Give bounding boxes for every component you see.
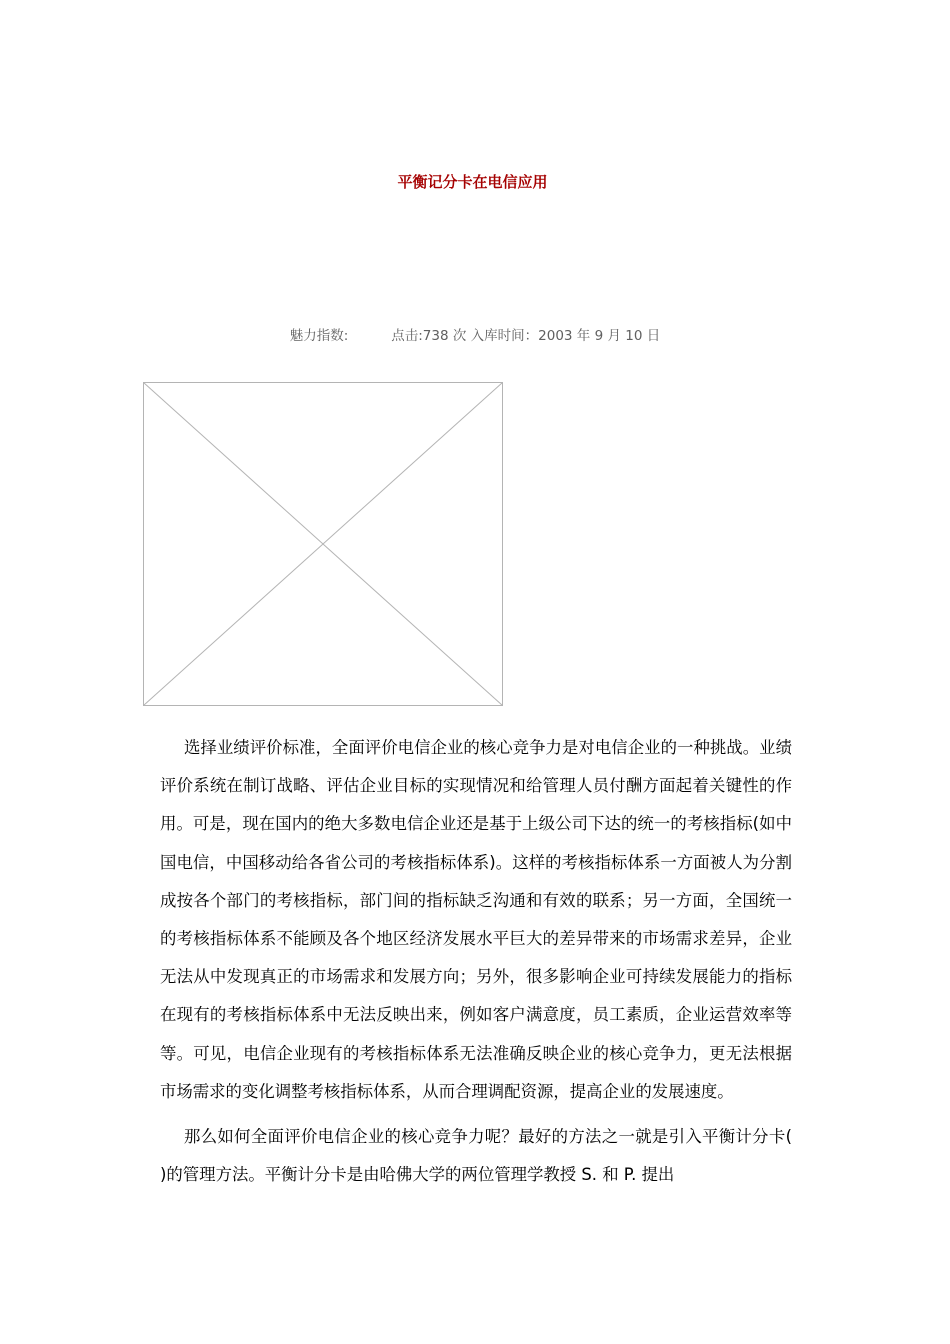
publish-date: 入库时间：2003 年 9 月 10 日	[470, 328, 661, 344]
broken-image-placeholder	[143, 382, 503, 706]
article-meta	[0, 327, 950, 345]
body-paragraph: 选择业绩评价标准，全面评价电信企业的核心竞争力是对电信企业的一种挑战。业绩评价系统在制订战略、评估企业目标的实现情况和给管理人员付酬方面起着关键性的作用。可是，现在国内的绝大多数电信企业还是基于上级公司下达的统一的考核指标(如中国电信，中国移动给各省公司的考核指标体系)。这样的考核指标体系一方面被人为分割成按各个部门的考核指标，部门间的指标缺乏沟通和有效的联系；另一方面，全国统一的考核指标体系不能顾及各个地区经济发展水平巨大的差异带来的市场需求差异，企业无法从中发现真正的市场需求和发展方向；另外，很多影响企业可持续发展能力的指标在现有的考核指标体系中无法反映出来，例如客户满意度，员工素质，企业运营效率等等。可见，电信企业现有的考核指标体系无法准确反映企业的核心竞争力，更无法根据市场需求的变化调整考核指标体系，从而合理调配资源，提高企业的发展速度。	[160, 738, 792, 1101]
image-placeholder-icon	[143, 382, 503, 706]
click-count: 点击:738 次	[391, 328, 467, 344]
charm-index-label: 魅力指数:	[289, 328, 349, 344]
article-title: 平衡记分卡在电信应用	[397, 173, 548, 191]
article-body	[160, 729, 792, 1201]
body-paragraph: 那么如何全面评价电信企业的核心竞争力呢？最好的方法之一就是引入平衡计分卡( )的管理方法。平衡计分卡是由哈佛大学的两位管理学教授 S. 和 P. 提出	[160, 1127, 792, 1185]
